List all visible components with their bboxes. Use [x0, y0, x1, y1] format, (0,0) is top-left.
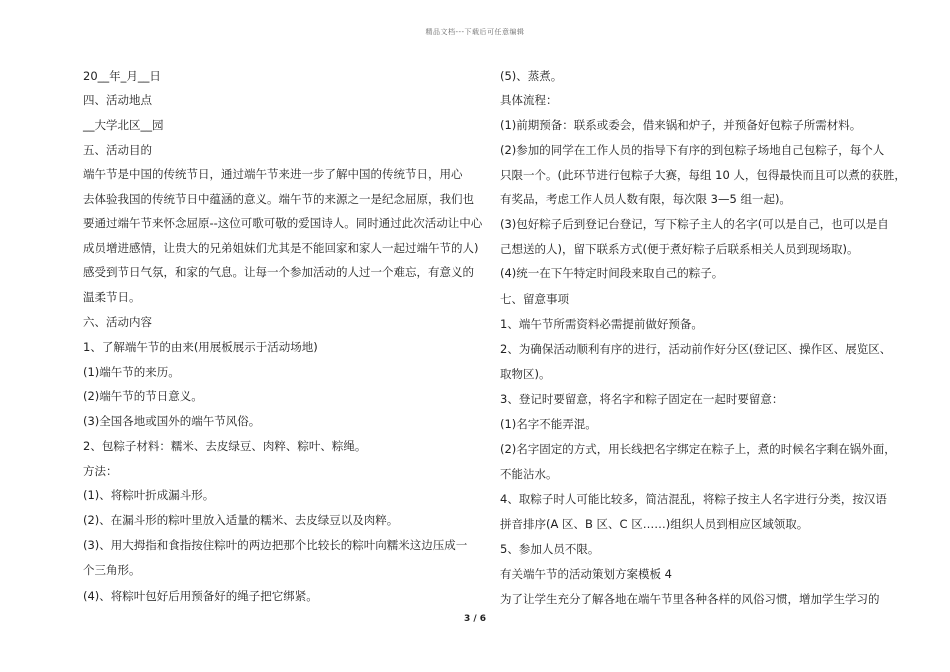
- text-line: 成员增进感情，让贵大的兄弟姐妹们尤其是不能回家和家人一起过端午节的人): [83, 240, 479, 255]
- paragraph: [83, 533, 475, 582]
- text-line: (2)端午节的节日意义。: [83, 389, 203, 403]
- text-line: 为了让学生充分了解各地在端午节里各种各样的风俗习惯，增加学生学习的: [500, 592, 880, 606]
- paragraph: [500, 537, 892, 562]
- paragraph: [500, 287, 892, 312]
- paragraph: [83, 459, 475, 484]
- paragraph: [83, 310, 475, 335]
- text-line: __大学北区__园: [83, 118, 164, 132]
- paragraph: [500, 113, 892, 138]
- paragraph: [500, 562, 892, 587]
- paragraph: [83, 162, 483, 310]
- paragraph: [83, 434, 475, 459]
- text-line: (2)、在漏斗形的粽叶里放入适量的糯米、去皮绿豆以及肉粹。: [83, 513, 399, 527]
- text-line: 3、登记时要留意，将名字和粽子固定在一起时要留意：: [500, 392, 784, 406]
- text-line: (1)名字不能弄混。: [500, 417, 597, 431]
- text-line: (3)、用大拇指和食指按住粽叶的两边把那个比较长的粽叶向糯米这边压成一: [83, 538, 468, 552]
- paragraph: [83, 584, 475, 609]
- text-line: 七、留意事项: [500, 292, 569, 306]
- text-line: (2)参加的同学在工作人员的指导下有序的到包粽子场地自己包粽子，每个人: [500, 143, 885, 157]
- text-line: 4、取粽子时人可能比较多，简洁混乱，将粽子按主人名字进行分类，按汉语: [500, 492, 887, 506]
- text-line: 五、活动目的: [83, 143, 152, 157]
- paragraph: [83, 508, 475, 533]
- text-line: 去体验我国的传统节日中蕴涵的意义。端午节的来源之一是纪念屈原，我们也: [83, 191, 474, 206]
- text-line: 20__年_月__日: [83, 69, 161, 83]
- paragraph: [500, 587, 892, 612]
- paragraph: [83, 335, 475, 360]
- paragraph: [500, 88, 892, 113]
- paragraph: [83, 384, 475, 409]
- paragraph: [83, 88, 475, 113]
- text-line: 只限一个。(此环节进行包粽子大赛，每组 10 人，包得最快而且可以煮的获胜，: [500, 167, 906, 182]
- paragraph: [500, 312, 892, 337]
- paragraph: [83, 409, 475, 434]
- text-line: 取物区)。: [500, 366, 551, 381]
- paragraph: [500, 487, 892, 536]
- text-line: 拼音排序(A 区、B 区、C 区……)组织人员到相应区域领取。: [500, 516, 809, 531]
- text-line: 感受到节日气氛，和家的气息。让每一个参加活动的人过一个难忘，有意义的: [83, 265, 474, 280]
- text-line: 有关端午节的活动策划方案模板 4: [500, 567, 672, 581]
- paragraph: [500, 337, 892, 386]
- text-line: (2)名字固定的方式，用长线把名字绑定在粽子上，煮的时候名字剩在锅外面，: [500, 442, 896, 456]
- paragraph: [500, 387, 892, 412]
- text-line: 有奖品，考虑工作人员人数有限，每次限 3—5 组一起)。: [500, 192, 791, 207]
- text-line: 四、活动地点: [83, 93, 152, 107]
- paragraph: [83, 483, 475, 508]
- text-line: 个三角形。: [83, 562, 141, 577]
- paragraph: [83, 360, 475, 385]
- page-number: 3 / 6: [463, 614, 487, 624]
- text-line: 端午节是中国的传统节日，通过端午节来进一步了解中国的传统节日，用心: [83, 167, 463, 181]
- text-line: 不能沾水。: [500, 466, 558, 481]
- text-line: 己想送的人)，留下联系方式(便于煮好粽子后联系相关人员到现场取)。: [500, 241, 859, 256]
- text-line: 2、包粽子材料：糯米、去皮绿豆、肉粹、粽叶、粽绳。: [83, 439, 367, 453]
- text-line: (1)、将粽叶折成漏斗形。: [83, 488, 215, 502]
- text-line: 六、活动内容: [83, 315, 152, 329]
- text-line: (1)前期预备：联系或委会，借来锅和炉子，并预备好包粽子所需材料。: [500, 118, 862, 132]
- text-line: 1、端午节所需资料必需提前做好预备。: [500, 317, 703, 331]
- paragraph: [500, 437, 896, 486]
- text-line: 方法：: [83, 464, 118, 478]
- paragraph: [83, 64, 475, 89]
- paragraph: [500, 261, 892, 286]
- text-line: (4)统一在下午特定时间段来取自己的粽子。: [500, 266, 724, 280]
- text-line: 1、了解端午节的由来(用展板展示于活动场地): [83, 340, 318, 354]
- text-line: 5、参加人员不限。: [500, 542, 600, 556]
- paragraph: [83, 113, 475, 138]
- text-line: (5)、蒸煮。: [500, 69, 563, 83]
- paragraph: [500, 412, 892, 437]
- text-line: (3)全国各地或国外的端午节风俗。: [83, 414, 261, 428]
- text-line: 温柔节日。: [83, 289, 141, 304]
- text-line: (1)端午节的来历。: [83, 365, 180, 379]
- text-line: 2、为确保活动顺利有序的进行，活动前作好分区(登记区、操作区、展览区、: [500, 342, 892, 356]
- paragraph: [500, 212, 892, 261]
- paragraph: [500, 138, 906, 212]
- text-line: (3)包好粽子后到登记台登记，写下粽子主人的名字(可以是自己，也可以是自: [500, 217, 889, 231]
- text-line: (4)、将粽叶包好后用预备好的绳子把它绑紧。: [83, 589, 318, 603]
- text-line: 具体流程：: [500, 93, 558, 107]
- text-line: 要通过端午节来怀念屈原--这位可歌可敬的爱国诗人。同时通过此次活动让中心: [83, 216, 483, 231]
- page-header: 精品文档---下载后可任意编辑: [425, 28, 525, 36]
- paragraph: [83, 138, 475, 163]
- paragraph: [500, 64, 892, 89]
